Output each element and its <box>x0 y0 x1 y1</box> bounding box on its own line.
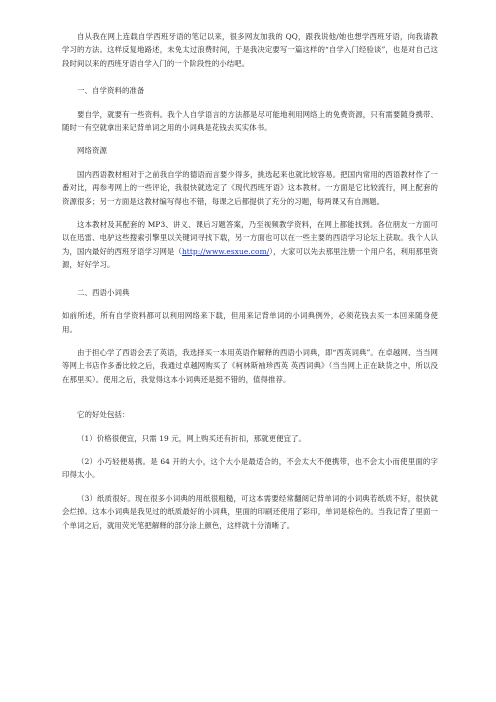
network-paragraph-2-text-a: 这本教材及其配套的 MP3、讲义、课后习题答案，乃至视频教学资料，在网上都能找到。各位朋友一方面可以在迅雷、电驴这些搜索引擎里以关键词寻找下载，另一方面也可以在一些主要的西语学习论坛上获取。我个人认为，国内最好的西班牙语学习网是（ <box>62 220 438 256</box>
section-heading-materials: 一、自学资料的准备 <box>77 86 145 96</box>
benefit-item-2: （2）小巧轻便易携。是 64 开的大小，这个大小是最适合的，不会太大不便携带，也不会太小而使里面的字印得太小。 <box>62 456 438 480</box>
benefit-item-1: （1）价格很便宜，只需 19 元，网上购买还有折扣，那就更便宜了。 <box>77 433 307 443</box>
dictionary-paragraph-2: 由于担心学了西语会丢了英语，我选择买一本用英语作解释的西语小词典，即“西英词典”。在卓越网、当当网等网上书店作多番比较之后，我通过卓越网购买了《柯林斯袖珍西英 英西词典》（当当网上正在缺货之中，所以没在那里买）。使用之后，我觉得这本小词典还是挺不错的，值得推荐。 <box>62 347 438 384</box>
network-paragraph-1: 国内西语教材相对于之前我自学的德语而言要少得多，挑选起来也就比较容易。把国内常用的西语教材作了一番对比，再参考网上的一些评论，我很快就选定了《现代西班牙语》这本教材。一方面是它比较流行，网上配套的资源很多；另一方面是这教材编写得也不错，每课之后都提供了充分的习题，每两课又有自测题。 <box>62 169 438 206</box>
section-heading-dictionary: 二、西语小词典 <box>77 287 130 297</box>
dictionary-paragraph-1: 如前所述，所有自学资料都可以利用网络来下载，但用来记背单词的小词典例外，必须花钱去买一本回来随身使用。 <box>62 311 438 334</box>
benefit-item-3: （3）纸质很好。现在很多小词典的用纸很粗糙，可这本需要经常翻阅记背单词的小词典若纸质不好，很快就会烂掉。这本小词典是我见过的纸质最好的小词典，里面的印刷还使用了彩印，单词是棕色的。当我记背了里面一个单词之后，就用荧光笔把解释的部分涂上颜色，这样就十分清晰了。 <box>62 493 438 530</box>
intro-paragraph: 自从我在网上连载自学西班牙语的笔记以来，很多网友加我的 QQ，跟我说他/她也想学西班牙语，向我请教学习的方法。这样反复地路述，未免太过浪费时间，于是我决定要写一篇这样的“自学入门经验谈”，也是对自己这段时间以来的西班牙语自学入门的一个阶段性的小结吧。 <box>62 32 438 68</box>
network-paragraph-2-text-b: ），大家可以先去那里注册一个用户名，利用那里资源，好好学习。 <box>62 246 438 270</box>
network-paragraph-2 <box>62 218 438 272</box>
benefits-heading: 它的好处包括： <box>77 410 130 420</box>
subheading-network-resources: 网络资源 <box>77 146 107 156</box>
materials-paragraph: 要自学，就要有一些资料。我个人自学语言的方法都是尽可能地利用网络上的免费资源，只有需要随身携带、随时一有空就拿出来记背单词之用的小词典是花钱去买实体书。 <box>62 109 438 133</box>
esxue-link[interactable]: http://www.esxue.com/ <box>181 246 270 256</box>
